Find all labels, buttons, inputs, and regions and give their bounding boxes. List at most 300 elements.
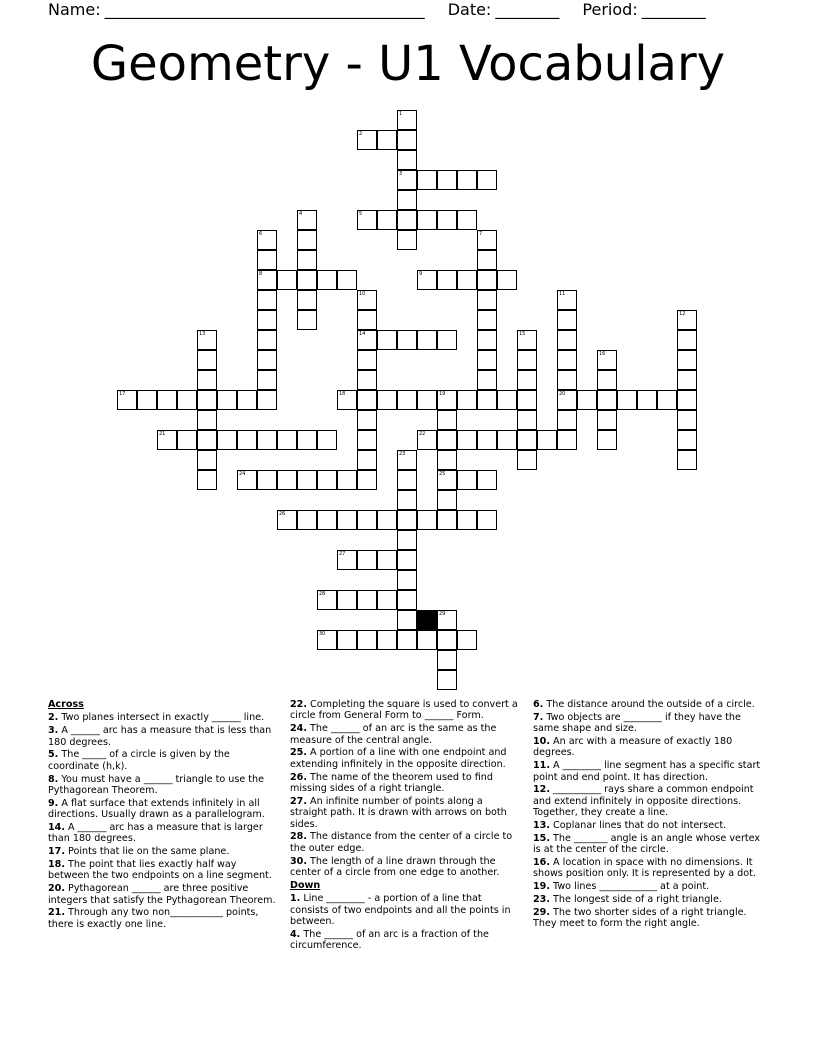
crossword-cell[interactable] [297,510,317,530]
clue-text: An arc with a measure of exactly 180 degrees. [533,736,733,759]
crossword-cell[interactable] [357,630,377,650]
crossword-cell[interactable] [437,670,457,690]
crossword-cell[interactable] [517,350,537,370]
crossword-cell[interactable] [197,450,217,470]
crossword-cell[interactable] [597,370,617,390]
down-clue [533,833,765,856]
clues-column-2 [290,699,522,953]
crossword-cell[interactable] [117,390,137,410]
crossword-cell[interactable] [477,350,497,370]
clue-text: A ______ arc has a measure that is larger than 180 degrees. [48,822,263,845]
clue-text: The _______ angle is an angle whose vertex is at the center of the circle. [533,832,761,856]
crossword-cell[interactable] [457,470,477,490]
crossword-cell[interactable] [257,330,277,350]
crossword-cell[interactable] [197,410,217,430]
clue-number: 22 [419,431,426,437]
crossword-cell[interactable] [437,430,457,450]
crossword-cell[interactable] [637,390,657,410]
clue-number: 20 [559,391,566,397]
crossword-cell[interactable] [417,510,437,530]
crossword-cell[interactable] [337,510,357,530]
clue-number-label: 9. [48,797,59,809]
clue-number: 1 [399,111,403,117]
crossword-cell[interactable] [357,550,377,570]
crossword-cell[interactable] [377,550,397,570]
crossword-cell[interactable] [357,350,377,370]
crossword-cell[interactable] [677,390,697,410]
crossword-cell[interactable] [297,430,317,450]
crossword-cell[interactable] [417,330,437,350]
crossword-cell[interactable] [197,430,217,450]
crossword-cell[interactable] [257,470,277,490]
crossword-cell[interactable] [497,270,517,290]
crossword-cell[interactable] [297,270,317,290]
clue-number: 13 [199,331,206,337]
crossword-cell[interactable] [517,330,537,350]
crossword-cell[interactable] [657,390,677,410]
crossword-cell[interactable] [677,410,697,430]
clue-number: 14 [359,331,366,337]
crossword-cell[interactable] [517,410,537,430]
crossword-cell[interactable] [257,310,277,330]
crossword-cell[interactable] [277,430,297,450]
clue-number: 29 [439,611,446,617]
clue-number: 23 [399,451,406,457]
date-line[interactable]: ________ [495,0,560,19]
across-heading: Across [48,699,84,710]
clue-number-label: 10. [533,736,550,747]
clue-number-label: 20. [48,883,65,895]
crossword-cell[interactable] [397,170,417,190]
crossword-cell[interactable] [557,290,577,310]
crossword-cell[interactable] [257,270,277,290]
crossword-black-cell [417,610,437,630]
across-clue [48,846,280,857]
clue-number-label: 28. [290,831,307,843]
crossword-cell[interactable] [397,470,417,490]
clue-text: Points that lie on the same plane. [65,846,230,858]
crossword-cell[interactable] [477,230,497,250]
crossword-cell[interactable] [437,170,457,190]
crossword-cell[interactable] [357,130,377,150]
clue-number-label: 1. [290,893,301,905]
crossword-cell[interactable] [517,390,537,410]
crossword-cell[interactable] [397,550,417,570]
across-clue [290,796,522,830]
crossword-cell[interactable] [677,350,697,370]
crossword-cell[interactable] [357,430,377,450]
clue-number-label: 6. [533,699,544,710]
clue-text: The point that lies exactly half way between the two endpoints on a line segment. [48,859,272,882]
crossword-cell[interactable] [177,430,197,450]
crossword-cell[interactable] [257,370,277,390]
crossword-cell[interactable] [537,430,557,450]
clue-text: Two lines ____________ at a point. [550,881,710,893]
clue-number: 9 [419,271,423,277]
crossword-cell[interactable] [477,430,497,450]
crossword-cell[interactable] [517,370,537,390]
crossword-cell[interactable] [277,270,297,290]
crossword-cell[interactable] [397,150,417,170]
across-clue [290,747,522,770]
crossword-cell[interactable] [557,350,577,370]
across-clue [48,859,280,882]
crossword-cell[interactable] [357,590,377,610]
crossword-cell[interactable] [457,210,477,230]
crossword-cell[interactable] [197,370,217,390]
crossword-cell[interactable] [377,330,397,350]
crossword-cell[interactable] [357,290,377,310]
crossword-cell[interactable] [477,310,497,330]
clue-number: 27 [339,551,346,557]
crossword-cell[interactable] [397,130,417,150]
crossword-cell[interactable] [477,470,497,490]
crossword-cell[interactable] [417,630,437,650]
crossword-cell[interactable] [337,590,357,610]
crossword-cell[interactable] [557,330,577,350]
clue-number-label: 2. [48,712,59,724]
crossword-cell[interactable] [557,410,577,430]
clue-number-label: 7. [533,711,544,723]
crossword-cell[interactable] [597,350,617,370]
crossword-cell[interactable] [297,230,317,250]
crossword-cell[interactable] [357,450,377,470]
crossword-cell[interactable] [597,390,617,410]
clue-number-label: 5. [48,749,59,761]
period-line[interactable]: ________ [641,0,706,19]
crossword-cell[interactable] [397,190,417,210]
clue-number-label: 18. [48,859,65,871]
clue-text: __________ rays share a common endpoint and extend infinitely in opposite directions. Together, they create a line. [533,784,754,819]
clue-number: 24 [239,471,246,477]
clue-text: The distance around the outside of a circle. [543,699,755,710]
clues-column-3 [533,699,765,931]
date-label: Date: [447,0,492,19]
crossword-cell[interactable] [357,330,377,350]
across-clue [48,883,280,906]
clue-number: 6 [259,231,263,237]
down-clue [533,907,765,930]
crossword-cell[interactable] [197,390,217,410]
crossword-cell[interactable] [397,330,417,350]
clue-text: The two shorter sides of a right triangle. They meet to form the right angle. [533,906,747,930]
clue-number-label: 8. [48,773,59,785]
crossword-cell[interactable] [397,570,417,590]
crossword-cell[interactable] [397,610,417,630]
crossword-cell[interactable] [177,390,197,410]
period-label: Period: [582,0,638,19]
crossword-cell[interactable] [297,310,317,330]
crossword-cell[interactable] [237,470,257,490]
across-clue [290,772,522,795]
clue-text: Coplanar lines that do not intersect. [550,820,727,832]
crossword-cell[interactable] [297,470,317,490]
crossword-cell[interactable] [517,450,537,470]
down-clue [533,760,765,783]
clue-text: Pythagorean ______ are three positive integers that satisfy the Pythagorean Theorem. [48,883,276,906]
crossword-cell[interactable] [677,330,697,350]
crossword-cell[interactable] [357,370,377,390]
crossword-cell[interactable] [317,510,337,530]
name-line[interactable]: ________________________________________ [104,0,425,19]
crossword-cell[interactable] [157,430,177,450]
crossword-cell[interactable] [397,210,417,230]
clue-text: A ______ arc has a measure that is less than 180 degrees. [48,725,272,748]
crossword-cell[interactable] [397,450,417,470]
clue-number: 8 [259,271,263,277]
across-clue [290,699,522,722]
crossword-cell[interactable] [357,510,377,530]
crossword-cell[interactable] [517,430,537,450]
clue-number: 2 [359,131,363,137]
crossword-cell[interactable] [437,630,457,650]
across-clue [290,831,522,854]
clue-number-label: 4. [290,928,301,940]
crossword-cell[interactable] [497,430,517,450]
crossword-cell[interactable] [597,430,617,450]
down-clue [533,820,765,831]
across-clue [48,725,280,748]
crossword-cell[interactable] [457,630,477,650]
clue-text: The ______ of an arc is the same as the measure of the central angle. [290,723,497,746]
down-clue [290,893,522,927]
crossword-cell[interactable] [257,430,277,450]
crossword-cell[interactable] [377,130,397,150]
crossword-cell[interactable] [437,650,457,670]
clue-number: 5 [359,211,363,217]
crossword-cell[interactable] [257,390,277,410]
crossword-cell[interactable] [397,510,417,530]
clue-number-label: 30. [290,855,307,867]
crossword-cell[interactable] [477,270,497,290]
crossword-cell[interactable] [457,430,477,450]
crossword-cell[interactable] [297,290,317,310]
crossword-cell[interactable] [137,390,157,410]
crossword-cell[interactable] [197,470,217,490]
crossword-cell[interactable] [297,250,317,270]
clue-number: 15 [519,331,526,337]
crossword-cell[interactable] [417,270,437,290]
crossword-cell[interactable] [397,230,417,250]
crossword-cell[interactable] [617,390,637,410]
crossword-cell[interactable] [417,170,437,190]
clue-text: Completing the square is used to convert a circle from General Form to ______ Form. [290,699,518,722]
crossword-cell[interactable] [397,590,417,610]
crossword-cell[interactable] [677,430,697,450]
crossword-cell[interactable] [297,210,317,230]
clue-number-label: 23. [533,894,550,906]
crossword-cell[interactable] [437,410,457,430]
crossword-cell[interactable] [437,510,457,530]
crossword-cell[interactable] [397,110,417,130]
clue-number: 12 [679,311,686,317]
crossword-cell[interactable] [677,310,697,330]
crossword-cell[interactable] [477,170,497,190]
clue-text: An infinite number of points along a straight path. It is drawn with arrows on both sides. [290,795,507,830]
clue-number: 25 [439,471,446,477]
clue-number-label: 13. [533,820,550,832]
crossword-cell[interactable] [437,330,457,350]
crossword-cell[interactable] [477,330,497,350]
crossword-cell[interactable] [397,390,417,410]
clue-number: 19 [439,391,446,397]
crossword-cell[interactable] [397,530,417,550]
crossword-cell[interactable] [477,290,497,310]
crossword-cell[interactable] [437,270,457,290]
crossword-cell[interactable] [197,330,217,350]
clue-text: The ______ of an arc is a fraction of the circumference. [290,928,489,952]
clue-text: Two objects are ________ if they have the same shape and size. [533,711,741,735]
crossword-cell[interactable] [477,510,497,530]
clue-number: 4 [299,211,303,217]
crossword-cell[interactable] [677,450,697,470]
crossword-cell[interactable] [497,390,517,410]
clue-number-label: 14. [48,822,65,834]
down-clue [290,929,522,952]
crossword-cell[interactable] [217,390,237,410]
clue-number-label: 11. [533,760,550,772]
crossword-cell[interactable] [577,390,597,410]
name-label: Name: [48,0,101,19]
crossword-cell[interactable] [457,270,477,290]
clue-text: The name of the theorem used to find missing sides of a right triangle. [290,771,493,795]
clue-number: 7 [479,231,483,237]
clue-number-label: 24. [290,723,307,735]
across-clue [48,822,280,845]
crossword-cell[interactable] [357,410,377,430]
clue-number: 30 [319,631,326,637]
crossword-cell[interactable] [417,430,437,450]
crossword-cell[interactable] [217,430,237,450]
crossword-cell[interactable] [337,550,357,570]
crossword-cell[interactable] [257,350,277,370]
down-clue [533,712,765,735]
crossword-cell[interactable] [437,610,457,630]
crossword-cell[interactable] [317,590,337,610]
clue-text: Line ________ - a portion of a line that consists of two endpoints and all the points in between. [290,893,511,928]
crossword-cell[interactable] [377,630,397,650]
clue-number-label: 17. [48,846,65,858]
crossword-cell[interactable] [437,490,457,510]
clue-number: 10 [359,291,366,297]
crossword-cell[interactable] [557,310,577,330]
crossword-cell[interactable] [277,470,297,490]
crossword-cell[interactable] [457,170,477,190]
crossword-cell[interactable] [197,350,217,370]
crossword-cell[interactable] [597,410,617,430]
down-clue [533,736,765,759]
clue-number: 26 [279,511,286,517]
crossword-cell[interactable] [377,510,397,530]
clue-number-label: 26. [290,771,307,783]
down-clue [533,894,765,905]
crossword-cell[interactable] [397,630,417,650]
crossword-cell[interactable] [457,390,477,410]
crossword-cell[interactable] [357,210,377,230]
crossword-cell[interactable] [337,390,357,410]
crossword-cell[interactable] [557,430,577,450]
clue-number-label: 21. [48,907,65,919]
clue-number-label: 19. [533,881,550,893]
crossword-cell[interactable] [437,210,457,230]
clue-number-label: 25. [290,747,307,759]
clue-number: 21 [159,431,166,437]
clue-number-label: 12. [533,784,550,796]
crossword-cell[interactable] [417,390,437,410]
crossword-cell[interactable] [317,470,337,490]
crossword-cell[interactable] [677,370,697,390]
clue-number: 28 [319,591,326,597]
crossword-cell[interactable] [437,450,457,470]
crossword-cell[interactable] [457,510,477,530]
crossword-cell[interactable] [337,270,357,290]
crossword-cell[interactable] [237,390,257,410]
crossword-cell[interactable] [237,430,257,450]
crossword-cell[interactable] [377,390,397,410]
crossword-cell[interactable] [317,630,337,650]
crossword-cell[interactable] [557,390,577,410]
clue-number-label: 3. [48,725,59,737]
across-clue [48,774,280,797]
across-clue [290,723,522,746]
crossword-cell[interactable] [337,470,357,490]
across-clue [48,749,280,772]
crossword-cell[interactable] [357,470,377,490]
clues-column-1 [48,699,280,932]
clue-text: Through any two non___________ points, there is exactly one line. [48,907,259,930]
crossword-cell[interactable] [277,510,297,530]
crossword-cell[interactable] [357,390,377,410]
crossword-cell[interactable] [417,210,437,230]
clue-text: A flat surface that extends infinitely in all directions. Usually drawn as a parallelogram. [48,797,265,821]
crossword-cell[interactable] [377,210,397,230]
clue-number: 3 [399,171,403,177]
crossword-cell[interactable] [257,250,277,270]
down-clue [533,857,765,880]
crossword-cell[interactable] [557,370,577,390]
crossword-cell[interactable] [157,390,177,410]
across-clue [48,798,280,821]
crossword-cell[interactable] [477,370,497,390]
clue-number: 11 [559,291,566,297]
across-clue [290,856,522,879]
clue-number: 16 [599,351,606,357]
crossword-cell[interactable] [477,390,497,410]
crossword-cell[interactable] [317,430,337,450]
crossword-cell[interactable] [357,310,377,330]
crossword-cell[interactable] [477,250,497,270]
down-heading: Down [290,879,321,891]
crossword-cell[interactable] [397,490,417,510]
crossword-cell[interactable] [437,470,457,490]
crossword-cell[interactable] [337,630,357,650]
page-title: Geometry - U1 Vocabulary [90,36,726,92]
crossword-cell[interactable] [257,230,277,250]
clue-text: A portion of a line with one endpoint and extending infinitely in the opposite direction. [290,747,507,770]
crossword-cell[interactable] [317,270,337,290]
crossword-cell[interactable] [377,590,397,610]
across-clue [48,907,280,930]
clue-text: The distance from the center of a circle to the outer edge. [290,831,513,854]
clue-text: A ________ line segment has a specific start point and end point. It has direction. [533,760,761,783]
crossword-cell[interactable] [437,390,457,410]
crossword-cell[interactable] [257,290,277,310]
clue-text: The longest side of a right triangle. [550,894,722,906]
clue-text: Two planes intersect in exactly ______ line. [58,712,265,724]
clue-number-label: 22. [290,699,307,710]
down-clue [533,784,765,818]
clue-number: 17 [119,391,126,397]
